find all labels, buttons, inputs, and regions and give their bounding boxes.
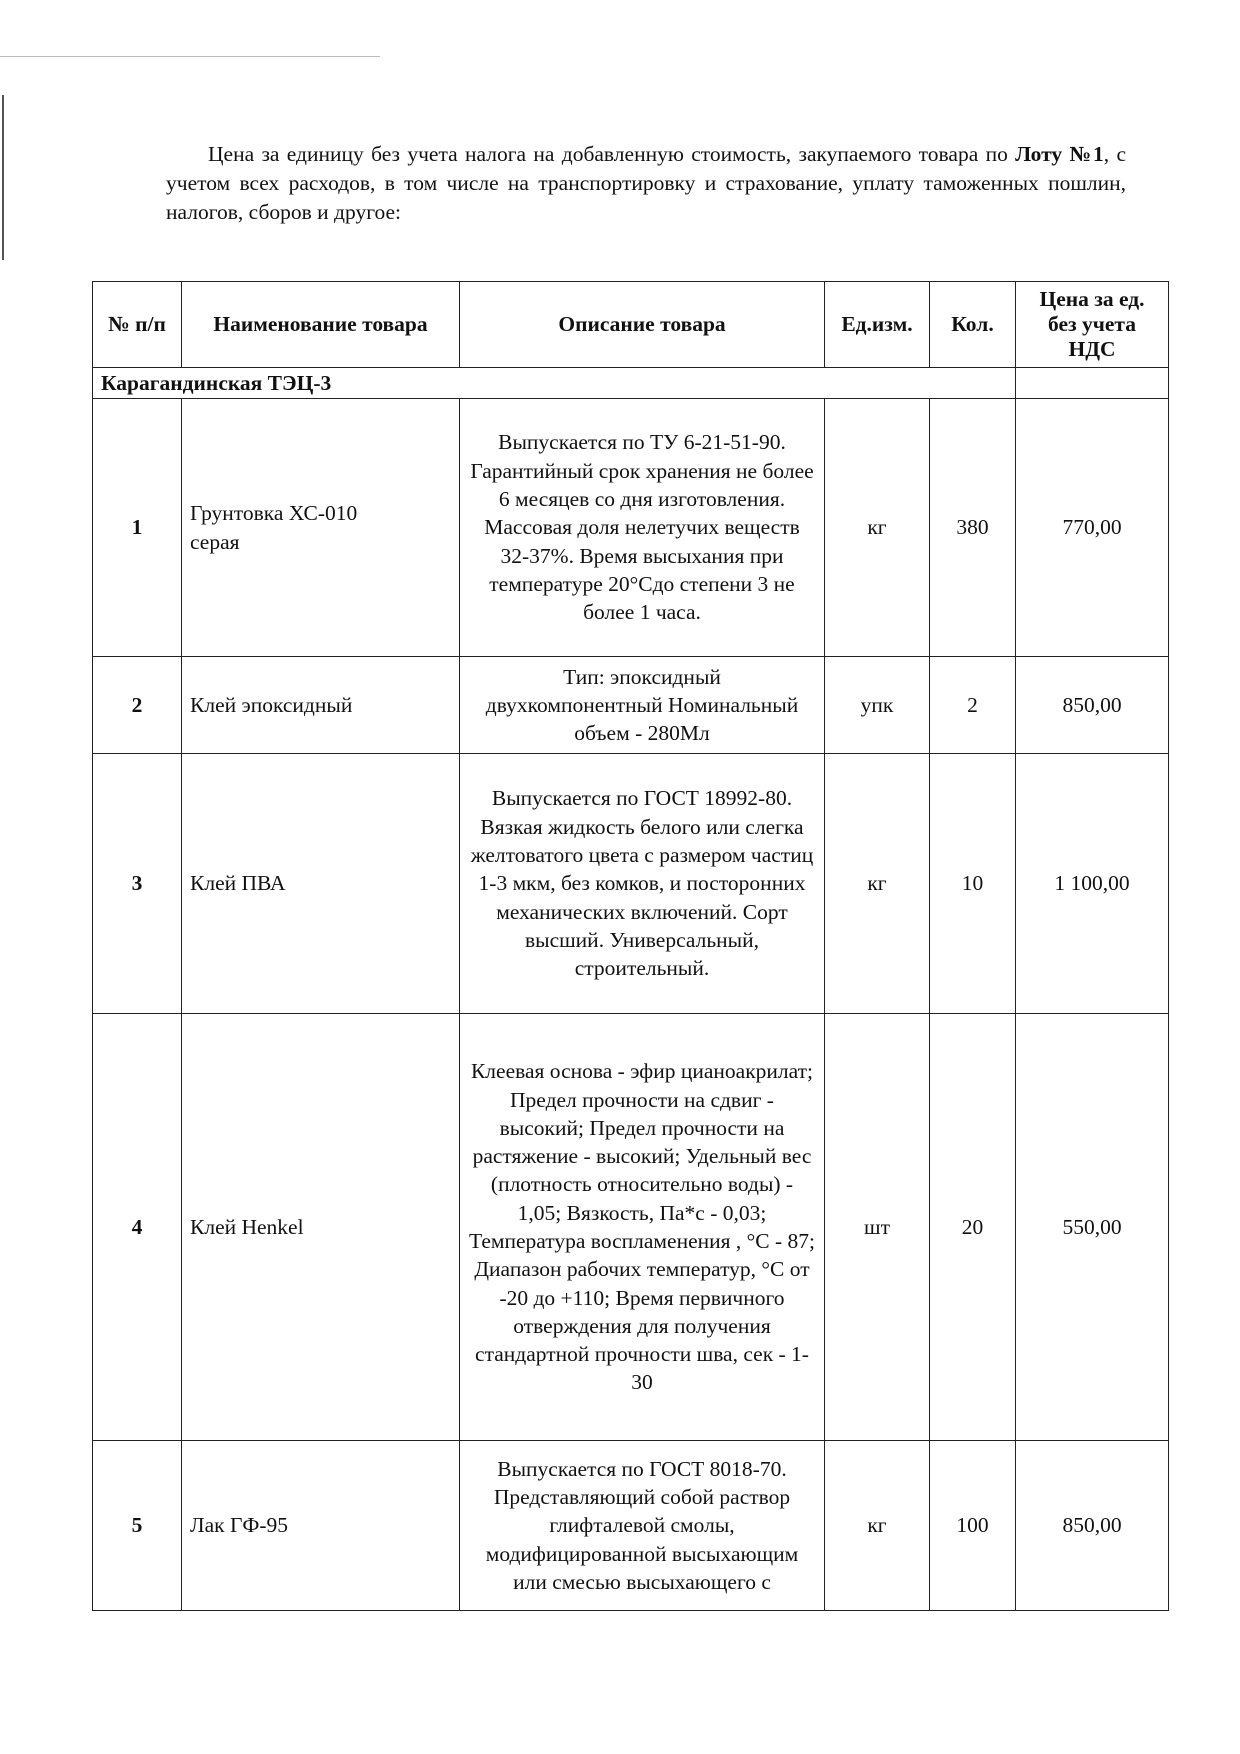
row-price: 550,00 <box>1016 1014 1169 1441</box>
row-num: 5 <box>93 1441 182 1611</box>
table-row <box>93 657 1169 754</box>
row-price: 1 100,00 <box>1016 754 1169 1014</box>
row-unit: шт <box>825 1014 930 1441</box>
row-unit: кг <box>825 399 930 657</box>
table-header-row <box>93 282 1169 368</box>
table-row <box>93 754 1169 1014</box>
row-qty: 100 <box>930 1441 1016 1611</box>
row-qty: 380 <box>930 399 1016 657</box>
section-row <box>93 368 1169 399</box>
row-price: 850,00 <box>1016 1441 1169 1611</box>
intro-text-2: , с учетом всех расходов, в том числе на транспортировку и страхование, уплату таможенных пошлин, налогов, сборов и другое: <box>166 142 1127 224</box>
row-name: Лак ГФ-95 <box>182 1441 460 1611</box>
row-num: 2 <box>93 657 182 754</box>
row-name: Клей эпоксидный <box>182 657 460 754</box>
row-qty: 2 <box>930 657 1016 754</box>
intro-text-1: Цена за единицу без учета налога на добавленную стоимость, закупаемого товара по <box>208 142 1008 166</box>
row-name: Клей ПВА <box>182 754 460 1014</box>
header-num: № п/п <box>93 282 182 368</box>
section-empty-cell <box>1016 368 1169 399</box>
row-num: 4 <box>93 1014 182 1441</box>
row-num: 1 <box>93 399 182 657</box>
header-name: Наименование товара <box>182 282 460 368</box>
row-desc: Выпускается по ГОСТ 8018-70. Представляющий собой раствор глифталевой смолы, модифицированной высыхающим или смесью высыхающего с <box>460 1441 825 1611</box>
row-unit: упк <box>825 657 930 754</box>
scan-artifact-top <box>0 56 380 57</box>
row-desc: Выпускается по ТУ 6-21-51-90. Гарантийный срок хранения не более 6 месяцев со дня изготовления. Массовая доля нелетучих веществ 32-37%. Время высыхания при температуре 20°Сдо степени 3 не более 1 часа. <box>460 399 825 657</box>
goods-table <box>92 281 1169 1611</box>
scan-artifact-left <box>2 95 4 260</box>
row-qty: 20 <box>930 1014 1016 1441</box>
row-unit: кг <box>825 1441 930 1611</box>
table-row <box>93 399 1169 657</box>
row-num: 3 <box>93 754 182 1014</box>
row-qty: 10 <box>930 754 1016 1014</box>
header-price: Цена за ед. без учета НДС <box>1016 282 1169 368</box>
row-desc: Клеевая основа - эфир цианоакрилат; Предел прочности на сдвиг - высокий; Предел прочности на растяжение - высокий; Удельный вес (плотность относительно воды) - 1,05; Вязкость, Па*с - 0,03; Температура воспламенения , °С - 87; Диапазон рабочих температур, °С от -20 до +110; Время первичного отверждения для получения стандартной прочности шва, сек - 1-30 <box>460 1014 825 1441</box>
table-row <box>93 1014 1169 1441</box>
row-unit: кг <box>825 754 930 1014</box>
row-desc: Выпускается по ГОСТ 18992-80. Вязкая жидкость белого или слегка желтоватого цвета с размером частиц 1-3 мкм, без комков, и посторонних механических включений. Сорт высший. Универсальный, строительный. <box>460 754 825 1014</box>
row-price: 850,00 <box>1016 657 1169 754</box>
row-desc: Тип: эпоксидный двухкомпонентный Номинальный объем - 280Мл <box>460 657 825 754</box>
header-qty: Кол. <box>930 282 1016 368</box>
header-unit: Ед.изм. <box>825 282 930 368</box>
table-row <box>93 1441 1169 1611</box>
lot-label: Лоту №1 <box>1015 142 1104 166</box>
intro-paragraph <box>166 140 1126 227</box>
row-price: 770,00 <box>1016 399 1169 657</box>
row-name: Грунтовка ХС-010 серая <box>182 399 460 657</box>
header-desc: Описание товара <box>460 282 825 368</box>
row-name: Клей Henkel <box>182 1014 460 1441</box>
section-name: Карагандинская ТЭЦ-3 <box>93 368 1016 399</box>
